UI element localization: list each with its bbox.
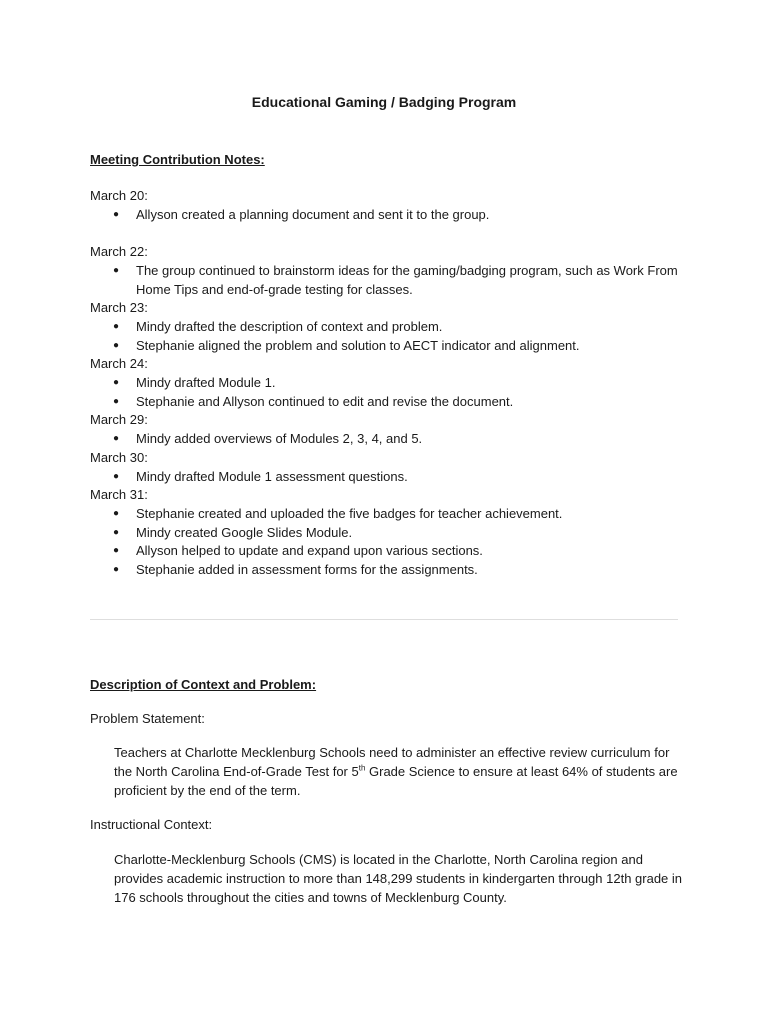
list-item: ● Mindy added overviews of Modules 2, 3, 4, and 5.	[90, 430, 690, 449]
problem-statement-text	[114, 743, 684, 800]
instructional-context-text: Charlotte-Mecklenburg Schools (CMS) is located in the Charlotte, North Carolina region and provides academic instruction to more than 148,299 students in kindergarten through 12th grade in 176 schools throughout the cities and towns of Mecklenburg County.	[114, 852, 683, 905]
entry-date: March 22:	[90, 244, 148, 260]
list-item: ● Mindy drafted Module 1 assessment questions.	[90, 468, 690, 487]
entry-items	[90, 505, 690, 580]
list-item: ● Stephanie aligned the problem and solution to AECT indicator and alignment.	[90, 337, 690, 356]
entry-date: March 24:	[90, 356, 148, 372]
ordinal-suffix: th	[358, 763, 366, 773]
entry-items	[90, 468, 690, 487]
entry-items	[90, 206, 690, 225]
entry-date: March 31:	[90, 487, 148, 503]
entry-date: March 23:	[90, 300, 148, 316]
list-item: ● Mindy created Google Slides Module.	[90, 524, 690, 543]
entry-items	[90, 430, 690, 449]
meeting-notes-list	[90, 187, 690, 580]
list-item: ● Mindy drafted the description of context and problem.	[90, 318, 690, 337]
problem-statement-label: Problem Statement:	[90, 711, 205, 726]
entry-items	[90, 318, 690, 355]
entry-date: March 29:	[90, 412, 148, 428]
problem-text-part: Teachers at Charlotte Mecklenburg Schools need to administer an effective review curriculum for the North Carolina End-of-Grade Test for 5	[114, 745, 670, 779]
document-title: Educational Gaming / Badging Program	[251, 94, 517, 110]
entry-date: March 30:	[90, 449, 148, 465]
meeting-notes-heading: Meeting Contribution Notes:	[90, 152, 265, 167]
problem-text-part: Grade Science to ensure at least 64% of students are proficient by the end of the term.	[114, 764, 678, 798]
list-item: ● The group continued to brainstorm ideas for the gaming/badging program, such as Work From Home Tips and end-of-grade testing for classes.	[90, 262, 690, 299]
list-item: ● Allyson helped to update and expand upon various sections.	[90, 542, 690, 561]
context-heading: Description of Context and Problem:	[90, 677, 317, 692]
entry-items	[90, 374, 690, 411]
entry-date: March 20:	[90, 188, 148, 203]
entry-items	[90, 262, 690, 299]
section-divider	[90, 619, 678, 620]
list-item: ● Stephanie added in assessment forms for the assignments.	[90, 561, 690, 580]
list-item: ● Stephanie and Allyson continued to edit and revise the document.	[90, 393, 690, 412]
list-item: ● Allyson created a planning document and sent it to the group.	[90, 206, 690, 225]
list-item: ● Mindy drafted Module 1.	[90, 374, 690, 393]
list-item: ● Stephanie created and uploaded the five badges for teacher achievement.	[90, 505, 690, 524]
instructional-context-label: Instructional Context:	[90, 817, 213, 832]
